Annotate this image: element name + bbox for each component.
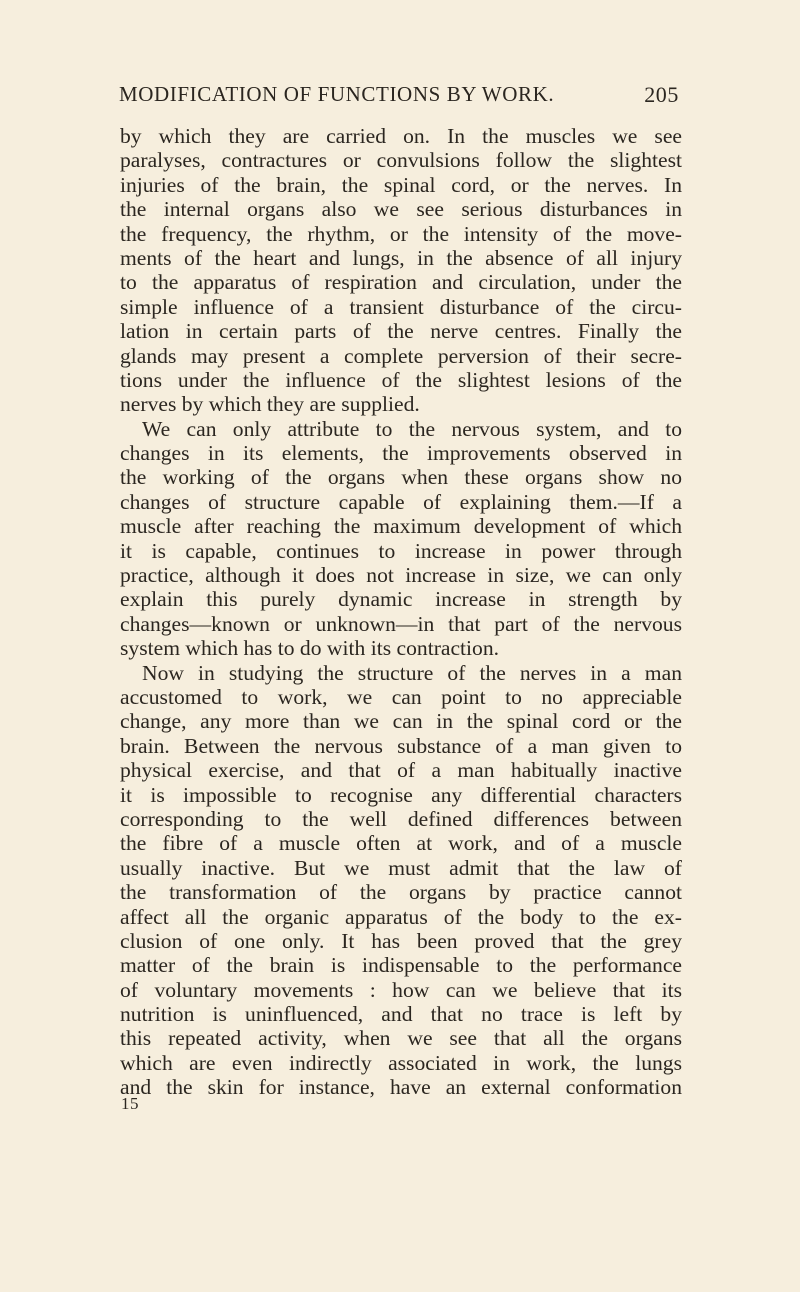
text-line: ments of the heart and lungs, in the absence of all injury [120,245,682,270]
text-line: nutrition is uninfluenced, and that no trace is left by [120,1002,682,1027]
text-line: We can only attribute to the nervous system, and to [142,416,682,441]
text-line: the frequency, the rhythm, or the intensity of the move- [120,221,682,246]
text-line: clusion of one only. It has been proved that the grey [120,928,682,953]
text-line: corresponding to the well defined differences between [120,806,682,831]
text-line: it is capable, continues to increase in power through [120,538,682,563]
text-line: Now in studying the structure of the nerves in a man [142,660,682,685]
running-head-title: MODIFICATION OF FUNCTIONS BY WORK. [119,82,555,106]
text-line: which are even indirectly associated in work, the lungs [120,1050,682,1075]
text-line: to the apparatus of respiration and circulation, under the [120,270,682,295]
text-line: injuries of the brain, the spinal cord, or the nerves. In [120,172,682,197]
text-line: practice, although it does not increase in size, we can only [120,563,682,588]
text-line: tions under the influence of the slightest lesions of the [120,367,682,392]
text-line: glands may present a complete perversion of their secre- [120,343,682,368]
page-number: 205 [644,82,679,107]
text-line: accustomed to work, we can point to no appreciable [120,684,682,709]
running-head [119,82,679,112]
signature-mark: 15 [121,1094,139,1113]
text-line: system which has to do with its contraction. [120,636,500,661]
text-line: of voluntary movements : how can we believe that its [120,977,682,1002]
text-line: and the skin for instance, have an external conformation [120,1075,682,1100]
text-line: by which they are carried on. In the muscles we see [120,124,682,148]
text-line: explain this purely dynamic increase in strength by [120,587,682,612]
text-line: usually inactive. But we must admit that the law of [120,855,682,880]
text-line: it is impossible to recognise any differential characters [120,782,682,807]
text-line: matter of the brain is indispensable to the performance [120,953,682,978]
body-text [120,124,682,1100]
text-line: change, any more than we can in the spinal cord or the [120,709,682,734]
text-line: nerves by which they are supplied. [120,392,420,417]
text-line: changes—known or unknown—in that part of the nervous [120,611,682,636]
text-line: the internal organs also we see serious disturbances in [120,197,682,222]
text-line: muscle after reaching the maximum development of which [120,514,682,539]
text-line: the fibre of a muscle often at work, and of a muscle [120,831,682,856]
text-line: this repeated activity, when we see that all the organs [120,1026,682,1051]
text-line: physical exercise, and that of a man habitually inactive [120,758,682,783]
text-line: the transformation of the organs by practice cannot [120,880,682,905]
text-line: lation in certain parts of the nerve centres. Finally the [120,319,682,344]
text-line: changes in its elements, the improvements observed in [120,441,682,466]
text-line: changes of structure capable of explaining them.—If a [120,489,682,514]
text-line: the working of the organs when these organs show no [120,465,682,490]
text-line: simple influence of a transient disturbance of the circu- [120,294,682,319]
text-line: brain. Between the nervous substance of a man given to [120,733,682,758]
text-line: paralyses, contractures or convulsions follow the slightest [120,148,682,173]
text-line: affect all the organic apparatus of the body to the ex- [120,904,682,929]
